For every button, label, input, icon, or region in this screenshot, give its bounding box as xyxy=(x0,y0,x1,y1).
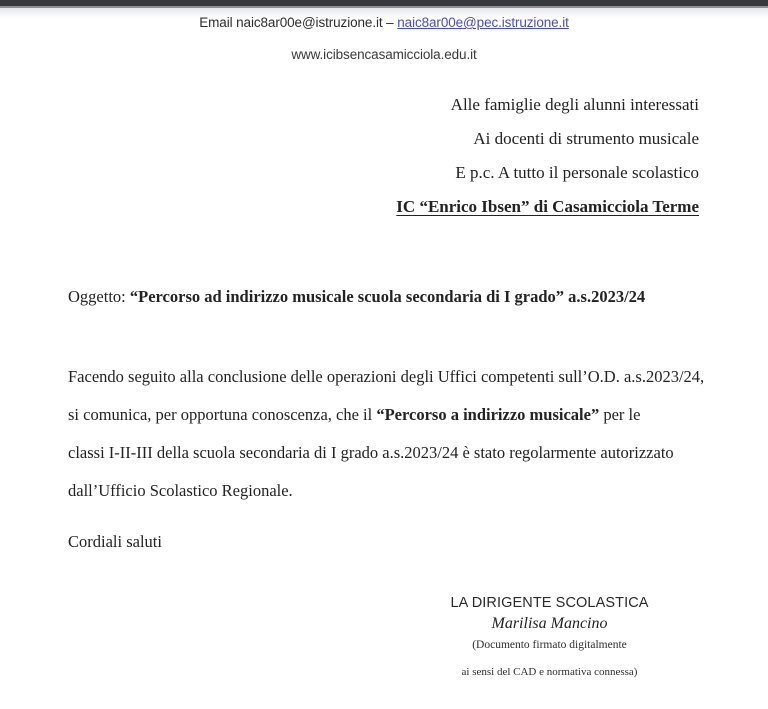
signature-role: LA DIRIGENTE SCOLASTICA xyxy=(450,595,649,611)
recipient-line-teachers: Ai docenti di strumento musicale xyxy=(473,129,699,148)
subject-label: Oggetto: xyxy=(68,287,130,306)
subject-text: “Percorso ad indirizzo musicale scuola secondaria di I grado” a.s.2023/24 xyxy=(129,287,646,306)
body-line-2-post: per le xyxy=(599,405,641,424)
signature-block xyxy=(400,594,699,680)
document-header xyxy=(0,14,768,62)
body-line-2-pre: si comunica, per opportuna conoscenza, che il xyxy=(68,405,377,424)
header-website: www.icibsencasamicciola.edu.it xyxy=(291,47,477,63)
recipient-block xyxy=(68,88,699,224)
pec-email-link[interactable]: naic8ar00e@pec.istruzione.it xyxy=(397,15,569,30)
subject-line xyxy=(68,285,699,309)
body-line-3: classi I-II-III della scuola secondaria di I grado a.s.2023/24 è stato regolarmente autorizzato xyxy=(68,443,674,462)
document-body xyxy=(68,358,708,510)
recipient-line-families: Alle famiglie degli alunni interessati xyxy=(450,95,699,114)
body-line-4: dall’Ufficio Scolastico Regionale. xyxy=(68,481,293,500)
body-line-1: Facendo seguito alla conclusione delle operazioni degli Uffici competenti sull’O.D. a.s.2023/24, xyxy=(68,367,705,386)
header-email-plain: Email naic8ar00e@istruzione.it – xyxy=(199,15,398,30)
signature-digital-note-line1: (Documento firmato digitalmente xyxy=(472,639,627,651)
signature-digital-note-line2: ai sensi del CAD e normativa connessa) xyxy=(461,666,638,678)
signature-name: Marilisa Mancino xyxy=(491,615,608,632)
header-email-line xyxy=(0,14,768,32)
body-line-2 xyxy=(68,396,708,434)
recipient-school-name: IC “Enrico Ibsen” di Casamicciola Terme xyxy=(396,197,699,216)
recipient-line-staff: E p.c. A tutto il personale scolastico xyxy=(455,163,699,182)
body-line-2-emphasis: “Percorso a indirizzo musicale” xyxy=(376,405,600,424)
closing-salutation: Cordiali saluti xyxy=(68,532,162,551)
